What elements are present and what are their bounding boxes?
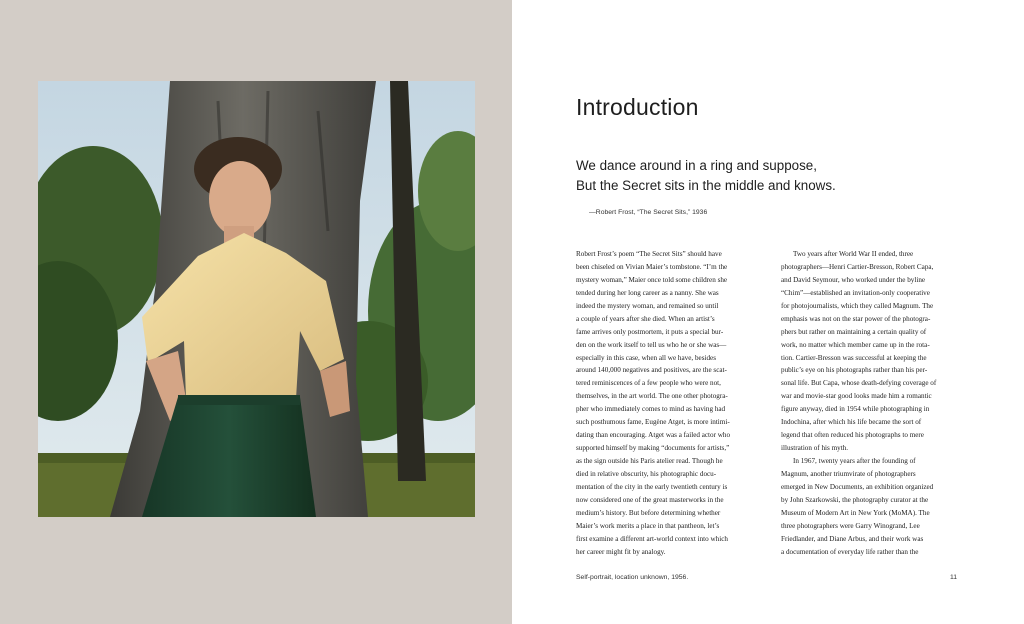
text-line: as the sign outside his Paris atelier read. Though he xyxy=(576,457,723,465)
text-line: around 140,000 negatives and positives, are the scat- xyxy=(576,366,727,375)
text-line: first examine a different art-world context into which xyxy=(576,534,728,543)
text-line: Robert Frost’s poem “The Secret Sits” should have xyxy=(576,250,722,258)
text-line: photographers—Henri Cartier-Bresson, Robert Capa, xyxy=(781,262,934,271)
epigraph xyxy=(576,156,836,196)
text-line: figure anyway, died in 1954 while photographing in xyxy=(781,405,930,414)
text-line: pher who immediately comes to mind as having had xyxy=(576,405,726,414)
text-line: phers but rather on maintaining a certain quality of xyxy=(781,327,927,336)
text-line: tered reminiscences of a few people who were not, xyxy=(576,379,721,388)
text-line: legend that often reduced his photographs to mere xyxy=(781,431,924,440)
text-line: emerged in New Documents, an exhibition organized xyxy=(781,482,934,491)
text-line: a documentation of everyday life rather than the xyxy=(781,547,919,556)
text-line: medium’s history. But before determining whether xyxy=(576,508,721,517)
text-line: mentation of the city in the early twentieth century is xyxy=(576,482,728,491)
text-line: now considered one of the great masterworks in the xyxy=(576,495,724,504)
text-line: indeed the mystery woman, and remained so until xyxy=(576,301,719,310)
text-line: by John Szarkowski, the photography curator at the xyxy=(781,495,929,504)
text-line: Indochina, after which his life became the sort of xyxy=(781,418,922,427)
body-column-1 xyxy=(576,248,766,559)
text-line: been chiseled on Vivian Maier’s tombstone. “I’m the xyxy=(576,262,728,271)
text-line: Two years after World War II ended, three xyxy=(793,250,914,258)
epigraph-line: We dance around in a ring and suppose, xyxy=(576,158,817,173)
text-line: especially in this case, when all we have, besides xyxy=(576,353,716,362)
page-number: 11 xyxy=(950,574,958,581)
text-line: her career might fit by analogy. xyxy=(576,547,666,556)
text-line: dating than encouraging. Atget was a failed actor who xyxy=(576,431,731,440)
text-line: for photojournalists, which they called Magnum. The xyxy=(781,301,934,310)
page-title: Introduction xyxy=(576,94,699,120)
text-line: emphasis was not on the star power of the photogra- xyxy=(781,314,931,323)
text-line: In 1967, twenty years after the founding of xyxy=(793,457,916,465)
text-line: mystery woman,” Maier once told some children she xyxy=(576,275,728,284)
text-line: a couple of years after she died. When an artist’s xyxy=(576,314,715,323)
text-line: den on the work itself to tell us who he or she was— xyxy=(576,340,727,349)
text-line: “Chim”—established an invitation-only cooperative xyxy=(781,288,930,297)
text-line: Museum of Modern Art in New York (MoMA). The xyxy=(781,508,930,517)
text-line: illustration of his myth. xyxy=(781,444,849,453)
text-line: sonal life. But Capa, whose death-defying coverage of xyxy=(781,379,937,388)
text-line: Friedlander, and Diane Arbus, and their work was xyxy=(781,534,924,543)
text-line: work, no matter which member came up in the rota- xyxy=(781,340,930,349)
photo-caption: Self-portrait, location unknown, 1956. xyxy=(576,574,689,581)
text-line: fame arrives only postmortem, it puts a special bur- xyxy=(576,327,724,336)
text-line: three photographers were Garry Winogrand, Lee xyxy=(781,521,920,530)
text-line: Magnum, another triumvirate of photographers xyxy=(781,469,916,478)
self-portrait-photo xyxy=(38,81,475,517)
text-line: died in relative obscurity, his photographic docu- xyxy=(576,469,717,478)
text-line: and David Seymour, who worked under the byline xyxy=(781,275,926,284)
text-line: themselves, in the art world. The one other photogra- xyxy=(576,392,728,401)
text-line: such posthumous fame, Eugène Atget, is more intimi- xyxy=(576,418,730,427)
text-line: supported himself by making “documents for artists,” xyxy=(576,444,730,453)
text-line: tended during her long career as a nanny. She was xyxy=(576,288,719,297)
epigraph-line: But the Secret sits in the middle and knows. xyxy=(576,178,836,193)
text-line: public’s eye on his photographs rather than his per- xyxy=(781,366,928,375)
text-line: war and movie-star good looks made him a romantic xyxy=(781,392,932,401)
text-line: tion. Cartier-Bresson was successful at keeping the xyxy=(781,353,927,362)
body-column-2 xyxy=(781,248,971,559)
epigraph-attribution: —Robert Frost, “The Secret Sits,” 1936 xyxy=(589,209,708,216)
text-line: Maier’s work merits a place in that pantheon, let’s xyxy=(576,521,720,530)
